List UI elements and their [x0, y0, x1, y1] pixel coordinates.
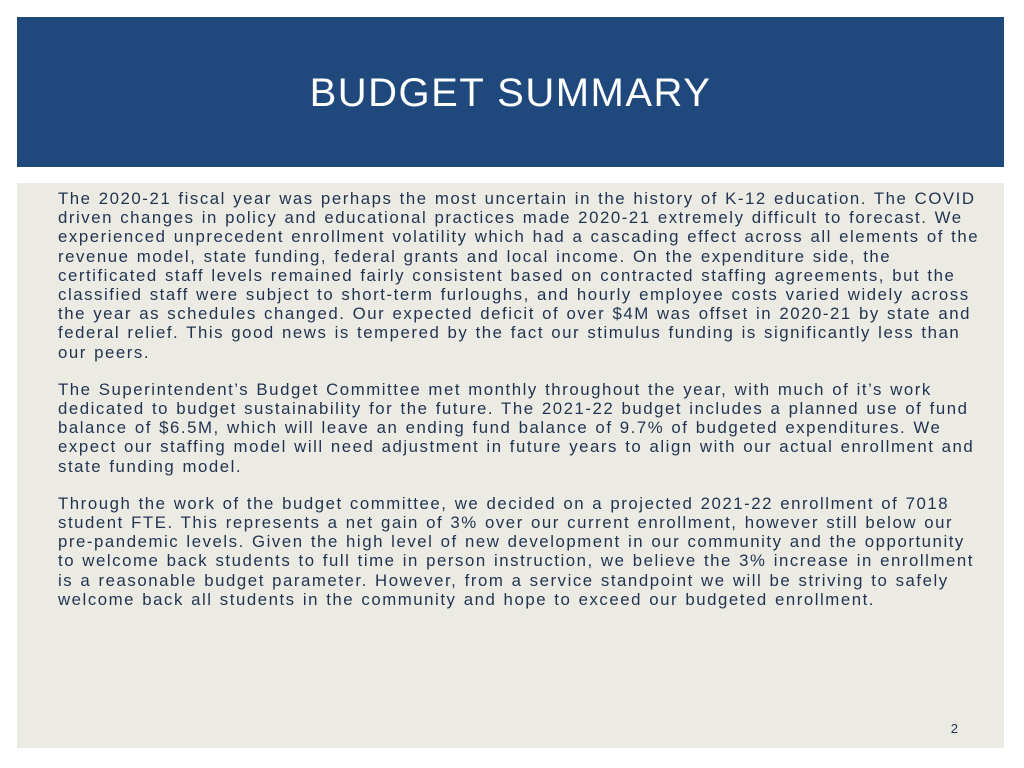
- body-text: [58, 189, 988, 627]
- paragraph-enrollment: Through the work of the budget committee, we decided on a projected 2021-22 enrollment of 7018 student FTE. This represents a net gain of 3% over our current enrollment, however still below our pre-pandemic levels. Given the high level of new development in our community and the opportunity to welcome back students to full time in person instruction, we believe the 3% increase in enrollment is a reasonable budget parameter. However, from a service standpoint we will be striving to safely welcome back all students in the community and hope to exceed our budgeted enrollment.: [58, 493, 974, 609]
- paragraph-fiscal-year: The 2020-21 fiscal year was perhaps the most uncertain in the history of K-12 education. The COVID driven changes in policy and educational practices made 2020-21 extremely difficult to forecast. We experienced unprecedent enrollment volatility which had a cascading effect across all elements of the revenue model, state funding, federal grants and local income. On the expenditure side, the certificated staff levels remained fairly consistent based on contracted staffing agreements, but the classified staff were subject to short-term furloughs, and hourly employee costs varied widely across the year as schedules changed. Our expected deficit of over $4M was offset in 2020-21 by state and federal relief. This good news is tempered by the fact our stimulus funding is significantly less than our peers.: [58, 189, 980, 362]
- content-panel: [17, 183, 1004, 748]
- title-bar: [17, 17, 1004, 167]
- page-number: 2: [950, 721, 958, 736]
- slide-title: BUDGET SUMMARY: [309, 70, 712, 115]
- paragraph-budget-committee: The Superintendent’s Budget Committee met monthly throughout the year, with much of it’s work dedicated to budget sustainability for the future. The 2021-22 budget includes a planned use of fund balance of $6.5M, which will leave an ending fund balance of 9.7% of budgeted expenditures. We expect our staffing model will need adjustment in future years to align with our actual enrollment and state funding model.: [58, 379, 975, 476]
